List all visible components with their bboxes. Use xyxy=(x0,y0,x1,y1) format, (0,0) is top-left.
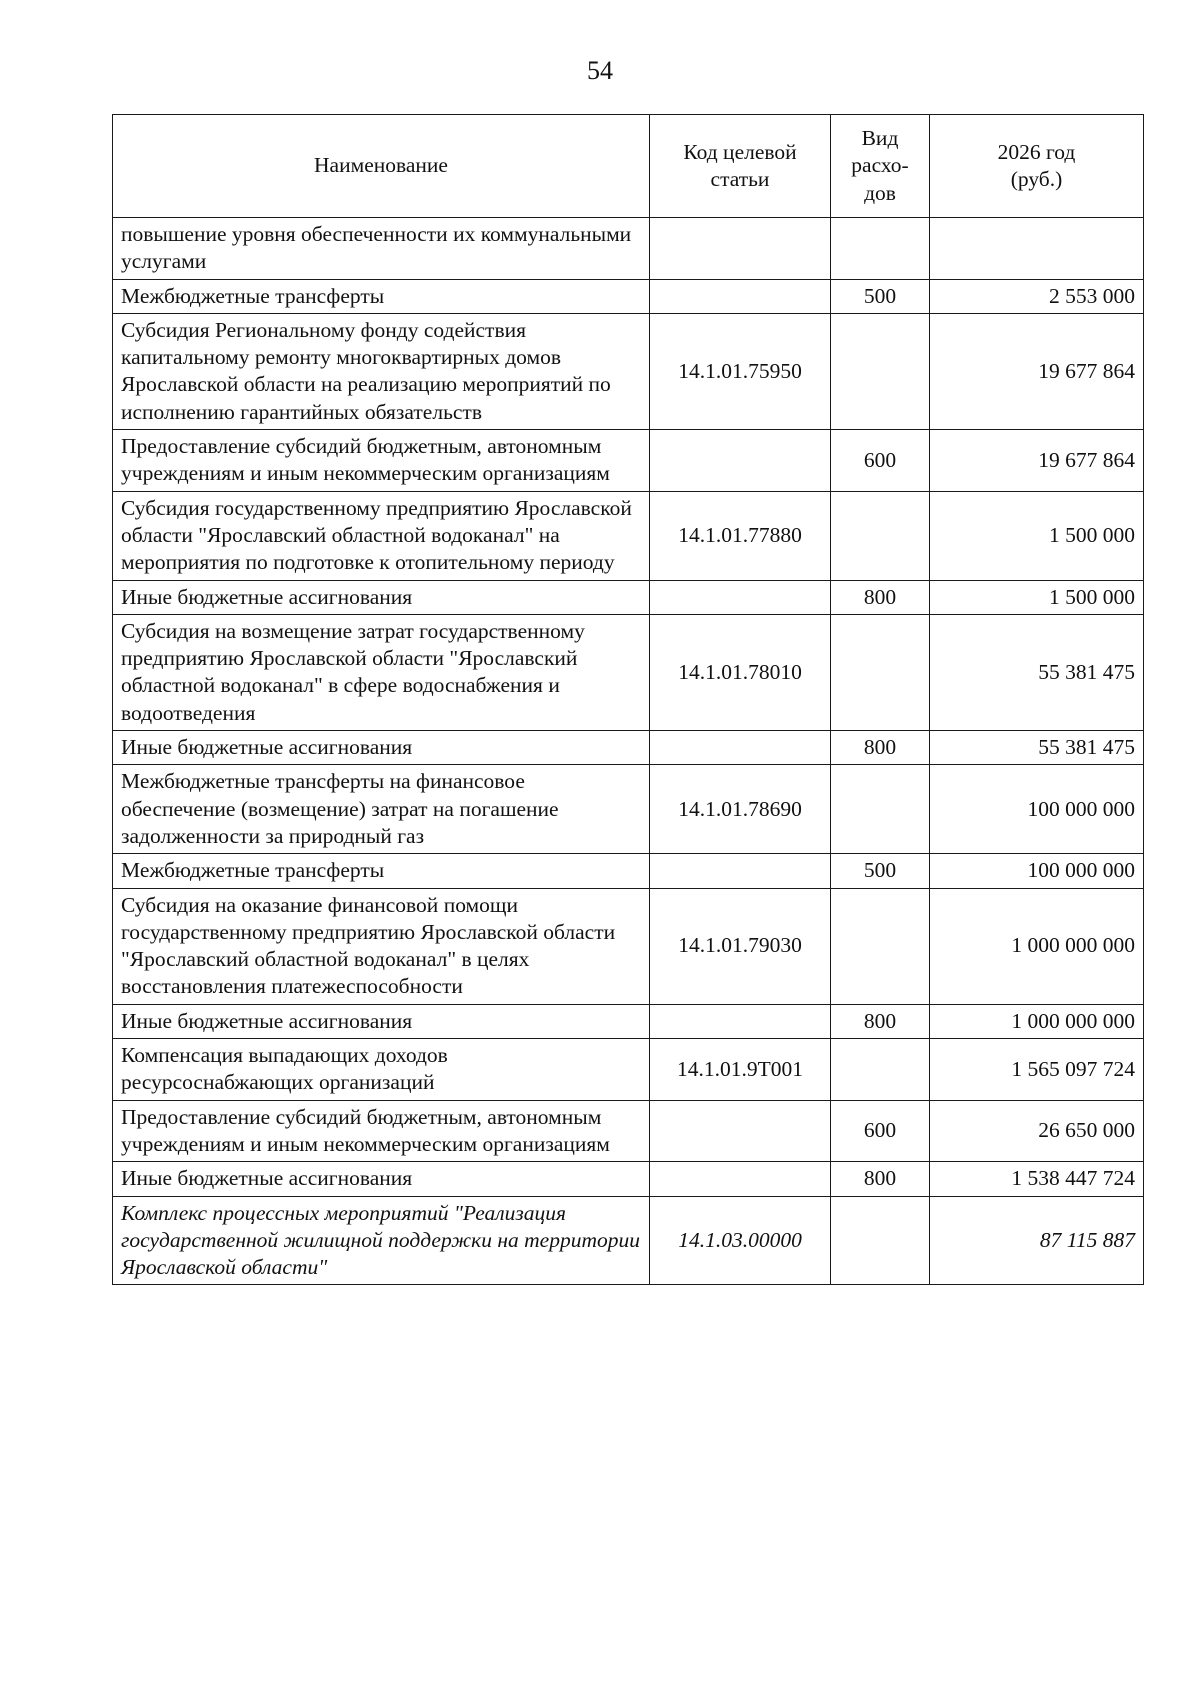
cell-amount: 100 000 000 xyxy=(930,854,1144,888)
cell-type xyxy=(831,1039,930,1101)
cell-name: Предоставление субсидий бюджетным, автономным учреждениям и иным некоммерческим организациям xyxy=(113,1100,650,1162)
cell-name: Межбюджетные трансферты xyxy=(113,854,650,888)
table-row xyxy=(113,1100,1144,1162)
cell-amount: 55 381 475 xyxy=(930,731,1144,765)
cell-amount: 2 553 000 xyxy=(930,279,1144,313)
table-header-row xyxy=(113,115,1144,218)
cell-amount: 1 538 447 724 xyxy=(930,1162,1144,1196)
cell-code xyxy=(650,854,831,888)
cell-type xyxy=(831,614,930,730)
table-row xyxy=(113,218,1144,280)
cell-name: Межбюджетные трансферты xyxy=(113,279,650,313)
table-row xyxy=(113,491,1144,580)
cell-code: 14.1.03.00000 xyxy=(650,1196,831,1285)
cell-name: Субсидия на оказание финансовой помощи государственному предприятию Ярославской области "Ярославский областной водоканал" в целях восстановления платежеспособности xyxy=(113,888,650,1004)
cell-amount: 1 000 000 000 xyxy=(930,888,1144,1004)
cell-name: Межбюджетные трансферты на финансовое обеспечение (возмещение) затрат на погашение задолженности за природный газ xyxy=(113,765,650,854)
cell-amount xyxy=(930,218,1144,280)
cell-name: Иные бюджетные ассигнования xyxy=(113,1004,650,1038)
cell-type: 800 xyxy=(831,731,930,765)
cell-code xyxy=(650,580,831,614)
cell-amount: 19 677 864 xyxy=(930,430,1144,492)
cell-name: Предоставление субсидий бюджетным, автономным учреждениям и иным некоммерческим организациям xyxy=(113,430,650,492)
table-row xyxy=(113,765,1144,854)
table-row xyxy=(113,1004,1144,1038)
cell-name: Субсидия Региональному фонду содействия капитальному ремонту многоквартирных домов Ярославской области на реализацию мероприятий по исполнению гарантийных обязательств xyxy=(113,313,650,429)
table-row xyxy=(113,580,1144,614)
table-row xyxy=(113,854,1144,888)
page-number: 54 xyxy=(587,56,613,85)
cell-code: 14.1.01.78010 xyxy=(650,614,831,730)
cell-name: Комплекс процессных мероприятий "Реализация государственной жилищной поддержки на территории Ярославской области" xyxy=(113,1196,650,1285)
cell-type: 600 xyxy=(831,1100,930,1162)
cell-type xyxy=(831,765,930,854)
table-row xyxy=(113,888,1144,1004)
cell-type xyxy=(831,491,930,580)
cell-name: Компенсация выпадающих доходов ресурсоснабжающих организаций xyxy=(113,1039,650,1101)
header-amount-label: 2026 год (руб.) xyxy=(997,139,1076,191)
cell-code xyxy=(650,218,831,280)
cell-type xyxy=(831,313,930,429)
header-code-label: Код целевой статьи xyxy=(683,139,797,191)
cell-type: 500 xyxy=(831,279,930,313)
table-row xyxy=(113,430,1144,492)
cell-amount: 100 000 000 xyxy=(930,765,1144,854)
cell-code: 14.1.01.75950 xyxy=(650,313,831,429)
table-row xyxy=(113,1196,1144,1285)
cell-code xyxy=(650,1004,831,1038)
cell-type: 800 xyxy=(831,1004,930,1038)
cell-code: 14.1.01.79030 xyxy=(650,888,831,1004)
header-amount xyxy=(930,115,1144,218)
table-row xyxy=(113,313,1144,429)
cell-type xyxy=(831,1196,930,1285)
cell-code xyxy=(650,430,831,492)
cell-type: 800 xyxy=(831,1162,930,1196)
cell-name: Иные бюджетные ассигнования xyxy=(113,580,650,614)
cell-amount: 26 650 000 xyxy=(930,1100,1144,1162)
table-body xyxy=(113,218,1144,1285)
table-row xyxy=(113,279,1144,313)
cell-amount: 55 381 475 xyxy=(930,614,1144,730)
cell-code: 14.1.01.78690 xyxy=(650,765,831,854)
cell-name: Иные бюджетные ассигнования xyxy=(113,731,650,765)
table-row xyxy=(113,731,1144,765)
cell-type: 600 xyxy=(831,430,930,492)
cell-amount: 19 677 864 xyxy=(930,313,1144,429)
cell-amount: 1 000 000 000 xyxy=(930,1004,1144,1038)
cell-code xyxy=(650,1162,831,1196)
cell-type: 500 xyxy=(831,854,930,888)
cell-code xyxy=(650,731,831,765)
budget-table xyxy=(112,114,1144,1285)
cell-code xyxy=(650,1100,831,1162)
header-code xyxy=(650,115,831,218)
header-type xyxy=(831,115,930,218)
header-type-label: Вид расхо-дов xyxy=(851,126,909,205)
cell-code: 14.1.01.9Т001 xyxy=(650,1039,831,1101)
cell-type xyxy=(831,888,930,1004)
cell-type: 800 xyxy=(831,580,930,614)
cell-name: повышение уровня обеспеченности их коммунальными услугами xyxy=(113,218,650,280)
cell-amount: 1 500 000 xyxy=(930,580,1144,614)
cell-name: Иные бюджетные ассигнования xyxy=(113,1162,650,1196)
cell-code xyxy=(650,279,831,313)
cell-amount: 1 565 097 724 xyxy=(930,1039,1144,1101)
table-row xyxy=(113,1039,1144,1101)
cell-name: Субсидия государственному предприятию Ярославской области "Ярославский областной водоканал" на мероприятия по подготовке к отопительному периоду xyxy=(113,491,650,580)
cell-name: Субсидия на возмещение затрат государственному предприятию Ярославской области "Ярославский областной водоканал" в сфере водоснабжения и водоотведения xyxy=(113,614,650,730)
table-row xyxy=(113,614,1144,730)
header-name xyxy=(113,115,650,218)
table-row xyxy=(113,1162,1144,1196)
header-name-label: Наименование xyxy=(314,153,448,178)
cell-code: 14.1.01.77880 xyxy=(650,491,831,580)
cell-amount: 1 500 000 xyxy=(930,491,1144,580)
cell-type xyxy=(831,218,930,280)
cell-amount: 87 115 887 xyxy=(930,1196,1144,1285)
